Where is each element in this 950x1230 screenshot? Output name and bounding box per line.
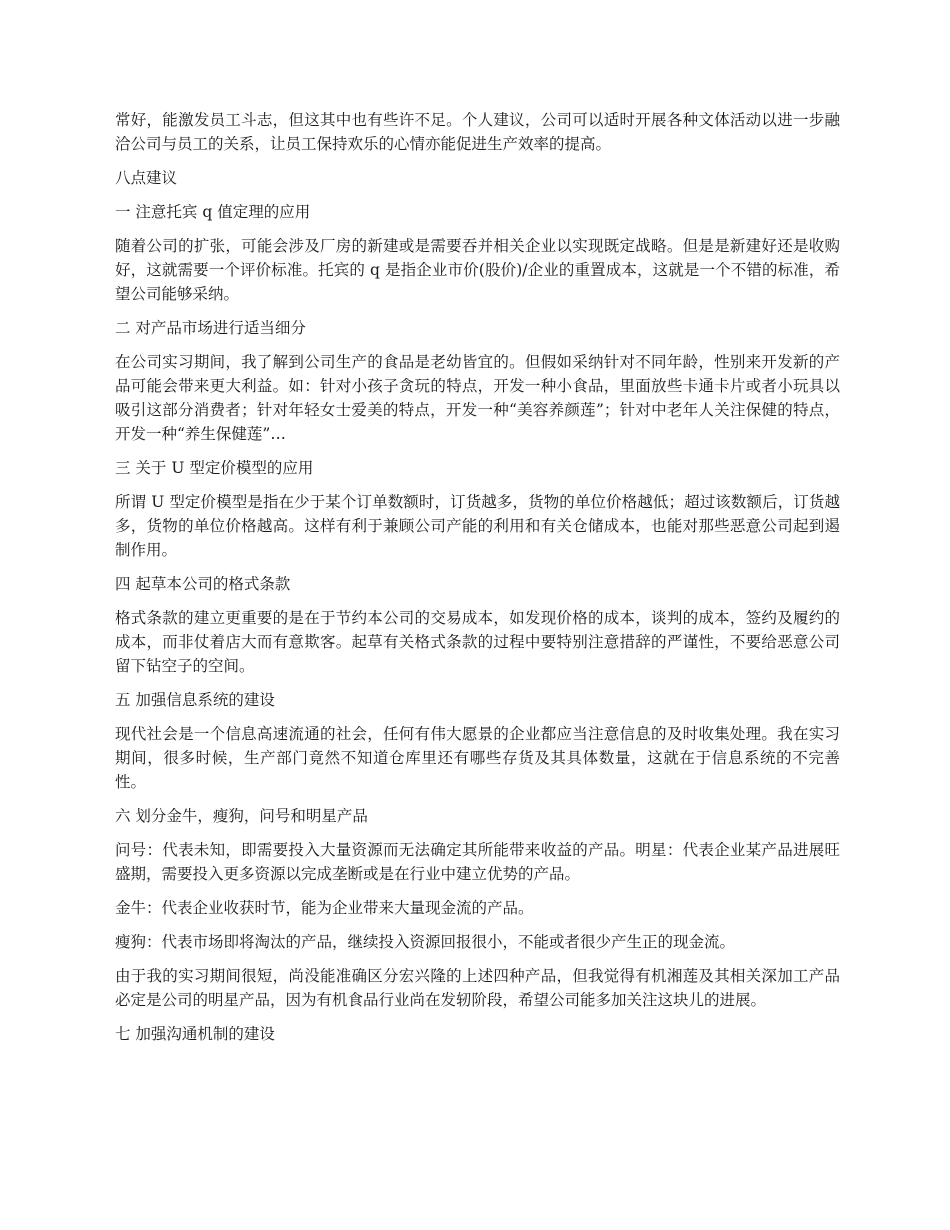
paragraph-market-segmentation: 在公司实习期间，我了解到公司生产的食品是老幼皆宜的。但假如采纳针对不同年龄，性别来开发新的产品可能会带来更大利益。如：针对小孩子贪玩的特点，开发一种小食品，里面放些卡通卡片或者小玩具以吸引这部分消费者；针对年轻女士爱美的特点，开发一种“美容养颜莲”；针对中老年人关注保健的特点，开发一种“养生保健莲”… — [115, 353, 840, 443]
document-page — [115, 108, 840, 1056]
subheading-format-clauses: 四 起草本公司的格式条款 — [115, 575, 291, 593]
paragraph-question-star: 问号：代表未知，即需要投入大量资源而无法确定其所能带来收益的产品。明星：代表企业某产品进展旺盛期，需要投入更多资源以完成垄断或是在行业中建立优势的产品。 — [115, 841, 840, 883]
paragraph-cash-cow: 金牛：代表企业收获时节，能为企业带来大量现金流的产品。 — [115, 899, 534, 917]
subheading-market-segmentation: 二 对产品市场进行适当细分 — [115, 319, 306, 337]
subheading-information-system: 五 加强信息系统的建设 — [115, 691, 275, 709]
section-heading-eight-suggestions: 八点建议 — [115, 169, 178, 187]
subheading-tobin-q: 一 注意托宾 q 值定理的应用 — [115, 203, 311, 221]
paragraph-intro: 常好，能激发员工斗志，但这其中也有些许不足。个人建议，公司可以适时开展各种文体活动以进一步融洽公司与员工的关系，让员工保持欢乐的心情亦能促进生产效率的提高。 — [115, 111, 840, 153]
paragraph-u-pricing: 所谓 U 型定价模型是指在少于某个订单数额时，订货越多，货物的单位价格越低；超过该数额后，订货越多，货物的单位价格越高。这样有利于兼顾公司产能的利用和有关仓储成本，也能对那些恶意公司起到遏制作用。 — [115, 493, 840, 559]
paragraph-dog: 瘦狗：代表市场即将淘汰的产品，继续投入资源回报很小，不能或者很少产生正的现金流。 — [115, 933, 736, 951]
paragraph-information-system: 现代社会是一个信息高速流通的社会，任何有伟大愿景的企业都应当注意信息的及时收集处理。我在实习期间，很多时候，生产部门竟然不知道仓库里还有哪些存货及其具体数量，这就在于信息系统的不完善性。 — [115, 725, 840, 791]
subheading-communication: 七 加强沟通机制的建设 — [115, 1025, 275, 1043]
paragraph-tobin-q: 随着公司的扩张，可能会涉及厂房的新建或是需要吞并相关企业以实现既定战略。但是是新建好还是收购好，这就需要一个评价标准。托宾的 q 是指企业市价(股价)/企业的重置成本，这就是一个不错的标准，希望公司能够采纳。 — [115, 237, 840, 303]
subheading-product-classification: 六 划分金牛，瘦狗，问号和明星产品 — [115, 807, 368, 825]
paragraph-conclusion: 由于我的实习期间很短，尚没能准确区分宏兴隆的上述四种产品，但我觉得有机湘莲及其相关深加工产品必定是公司的明星产品，因为有机食品行业尚在发轫阶段，希望公司能多加关注这块儿的进展。 — [115, 967, 840, 1009]
subheading-u-pricing: 三 关于 U 型定价模型的应用 — [115, 459, 314, 477]
paragraph-format-clauses: 格式条款的建立更重要的是在于节约本公司的交易成本，如发现价格的成本，谈判的成本，签约及履约的成本，而非仗着店大而有意欺客。起草有关格式条款的过程中要特别注意措辞的严谨性，不要给恶意公司留下钻空子的空间。 — [115, 609, 840, 675]
